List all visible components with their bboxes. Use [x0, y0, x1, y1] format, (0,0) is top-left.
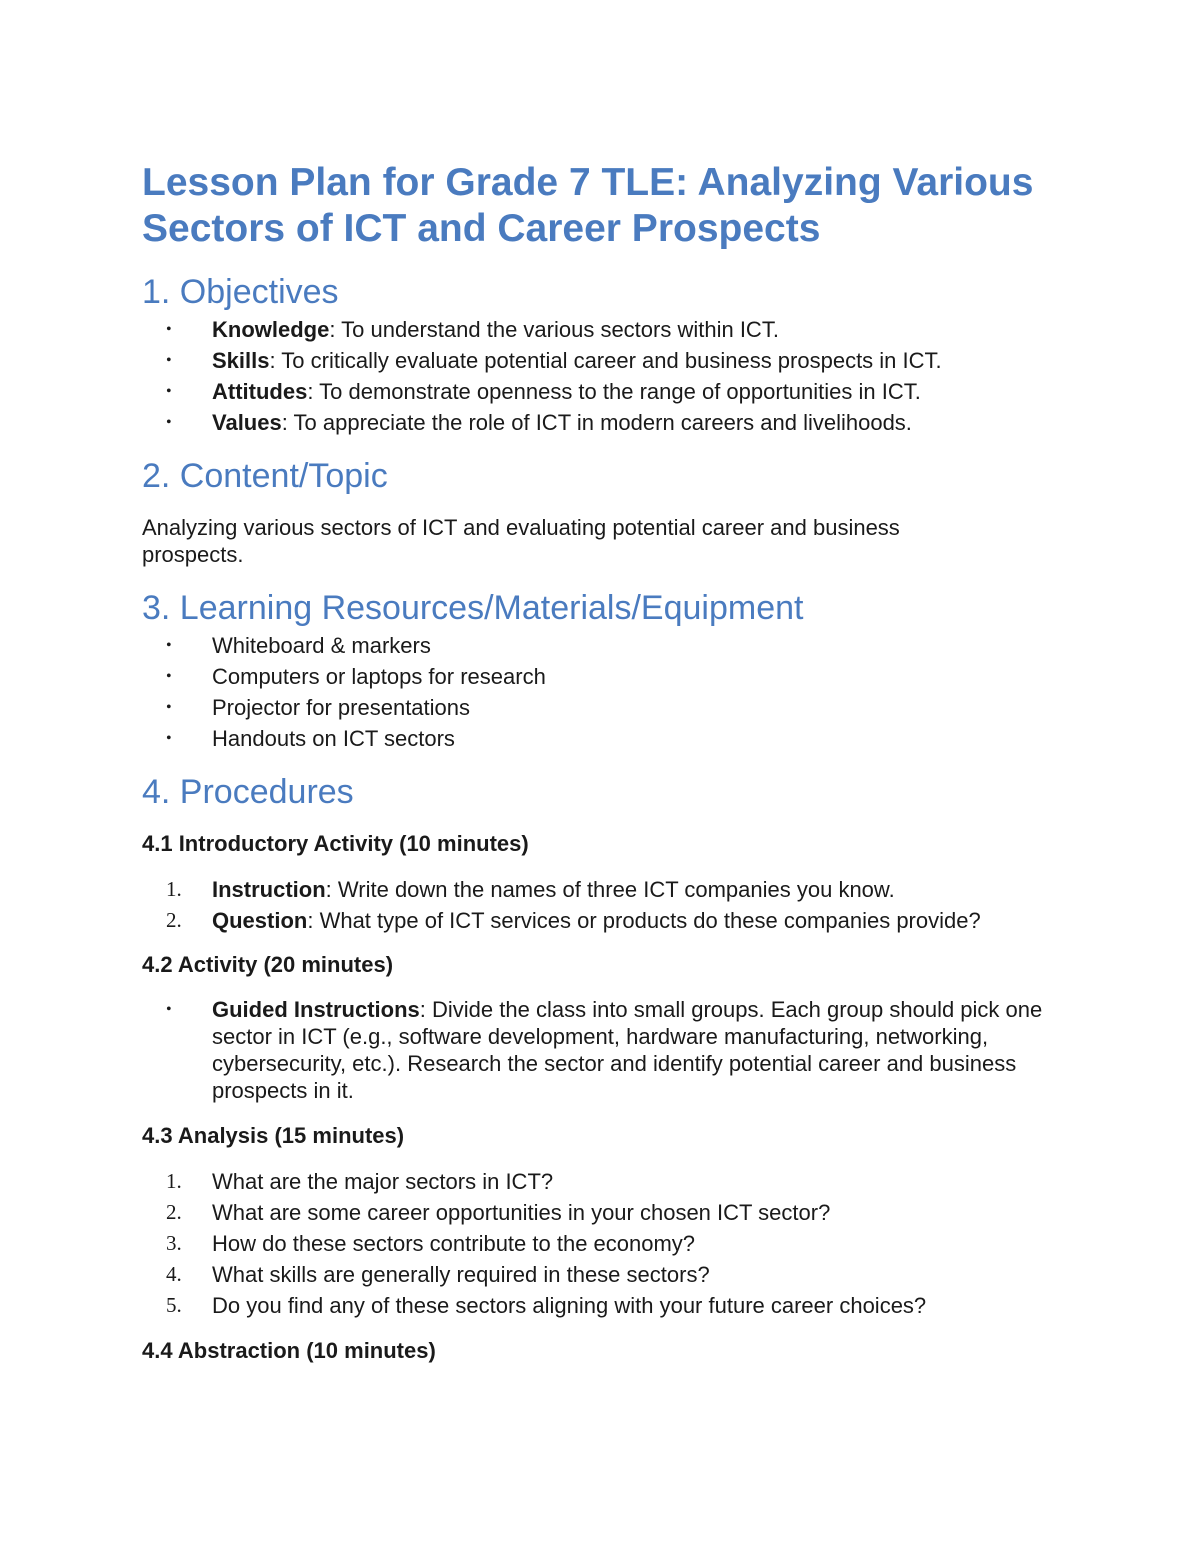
objective-term: Attitudes	[212, 379, 308, 404]
activity-list	[142, 996, 1062, 1104]
number-marker: 5.	[166, 1293, 182, 1317]
document-title	[142, 160, 1102, 252]
number-marker: 1.	[166, 877, 182, 901]
objective-text: : To understand the various sectors within ICT.	[329, 317, 779, 342]
analysis-item	[142, 1197, 1072, 1228]
procedures-heading: 4. Procedures	[142, 773, 354, 811]
objective-item	[142, 376, 1072, 407]
bullet-marker: •	[166, 730, 172, 747]
document-title-line-2: Sectors of ICT and Career Prospects	[142, 207, 821, 250]
objective-item	[142, 314, 1072, 345]
number-marker: 3.	[166, 1231, 182, 1255]
objective-text: : To critically evaluate potential career and business prospects in ICT.	[269, 348, 942, 373]
analysis-list	[142, 1166, 1072, 1321]
analysis-text: What are some career opportunities in your chosen ICT sector?	[212, 1200, 831, 1225]
bullet-marker: •	[166, 668, 172, 685]
analysis-text: How do these sectors contribute to the economy?	[212, 1231, 696, 1256]
objectives-heading: 1. Objectives	[142, 273, 339, 311]
intro-term: Question	[212, 908, 308, 933]
analysis-item	[142, 1290, 1072, 1321]
bullet-marker: •	[166, 1001, 172, 1018]
activity-item	[142, 996, 1062, 1104]
analysis-text: What are the major sectors in ICT?	[212, 1169, 554, 1194]
activity-heading: 4.2 Activity (20 minutes)	[142, 952, 394, 977]
bullet-marker: •	[166, 414, 172, 431]
resource-item	[142, 692, 1072, 723]
intro-text: : What type of ICT services or products do these companies provide?	[307, 908, 981, 933]
intro-activity-heading: 4.1 Introductory Activity (10 minutes)	[142, 831, 529, 856]
intro-text: : Write down the names of three ICT companies you know.	[325, 877, 895, 902]
objective-term: Skills	[212, 348, 270, 373]
content-paragraph: Analyzing various sectors of ICT and evaluating potential career and business prospects.	[142, 515, 900, 567]
analysis-item	[142, 1259, 1072, 1290]
objective-term: Knowledge	[212, 317, 330, 342]
intro-term: Instruction	[212, 877, 326, 902]
objective-term: Values	[212, 410, 282, 435]
resource-item	[142, 630, 1072, 661]
intro-activity-item	[142, 874, 1072, 905]
number-marker: 2.	[166, 1200, 182, 1224]
analysis-heading: 4.3 Analysis (15 minutes)	[142, 1123, 405, 1148]
bullet-marker: •	[166, 699, 172, 716]
number-marker: 2.	[166, 908, 182, 932]
resource-text: Handouts on ICT sectors	[212, 726, 455, 751]
activity-text: : Divide the class into small groups. Each group should pick one sector in ICT (e.g., software development, hardware manufacturing, networking, cybersecurity, etc.). Research the sector and identify potential career and business prospects in it.	[212, 997, 1043, 1103]
intro-activity-item	[142, 905, 1072, 936]
analysis-text: Do you find any of these sectors aligning with your future career choices?	[212, 1293, 927, 1318]
resource-text: Computers or laptops for research	[212, 664, 546, 689]
resources-heading: 3. Learning Resources/Materials/Equipment	[142, 589, 804, 627]
objective-item	[142, 407, 1072, 438]
number-marker: 1.	[166, 1169, 182, 1193]
analysis-item	[142, 1166, 1072, 1197]
objective-text: : To demonstrate openness to the range of opportunities in ICT.	[307, 379, 921, 404]
activity-term: Guided Instructions	[212, 997, 420, 1022]
resource-text: Projector for presentations	[212, 695, 471, 720]
bullet-marker: •	[166, 637, 172, 654]
document-title-line-1: Lesson Plan for Grade 7 TLE: Analyzing Various	[142, 161, 1034, 204]
resource-item	[142, 661, 1072, 692]
objectives-list	[142, 314, 1072, 438]
analysis-text: What skills are generally required in these sectors?	[212, 1262, 710, 1287]
bullet-marker: •	[166, 321, 172, 338]
resources-list	[142, 630, 1072, 754]
number-marker: 4.	[166, 1262, 182, 1286]
content-heading: 2. Content/Topic	[142, 457, 388, 495]
abstraction-heading: 4.4 Abstraction (10 minutes)	[142, 1338, 436, 1363]
objective-text: : To appreciate the role of ICT in modern careers and livelihoods.	[281, 410, 912, 435]
analysis-item	[142, 1228, 1072, 1259]
intro-activity-list	[142, 874, 1072, 936]
bullet-marker: •	[166, 352, 172, 369]
objective-item	[142, 345, 1072, 376]
resource-text: Whiteboard & markers	[212, 633, 431, 658]
bullet-marker: •	[166, 383, 172, 400]
resource-item	[142, 723, 1072, 754]
